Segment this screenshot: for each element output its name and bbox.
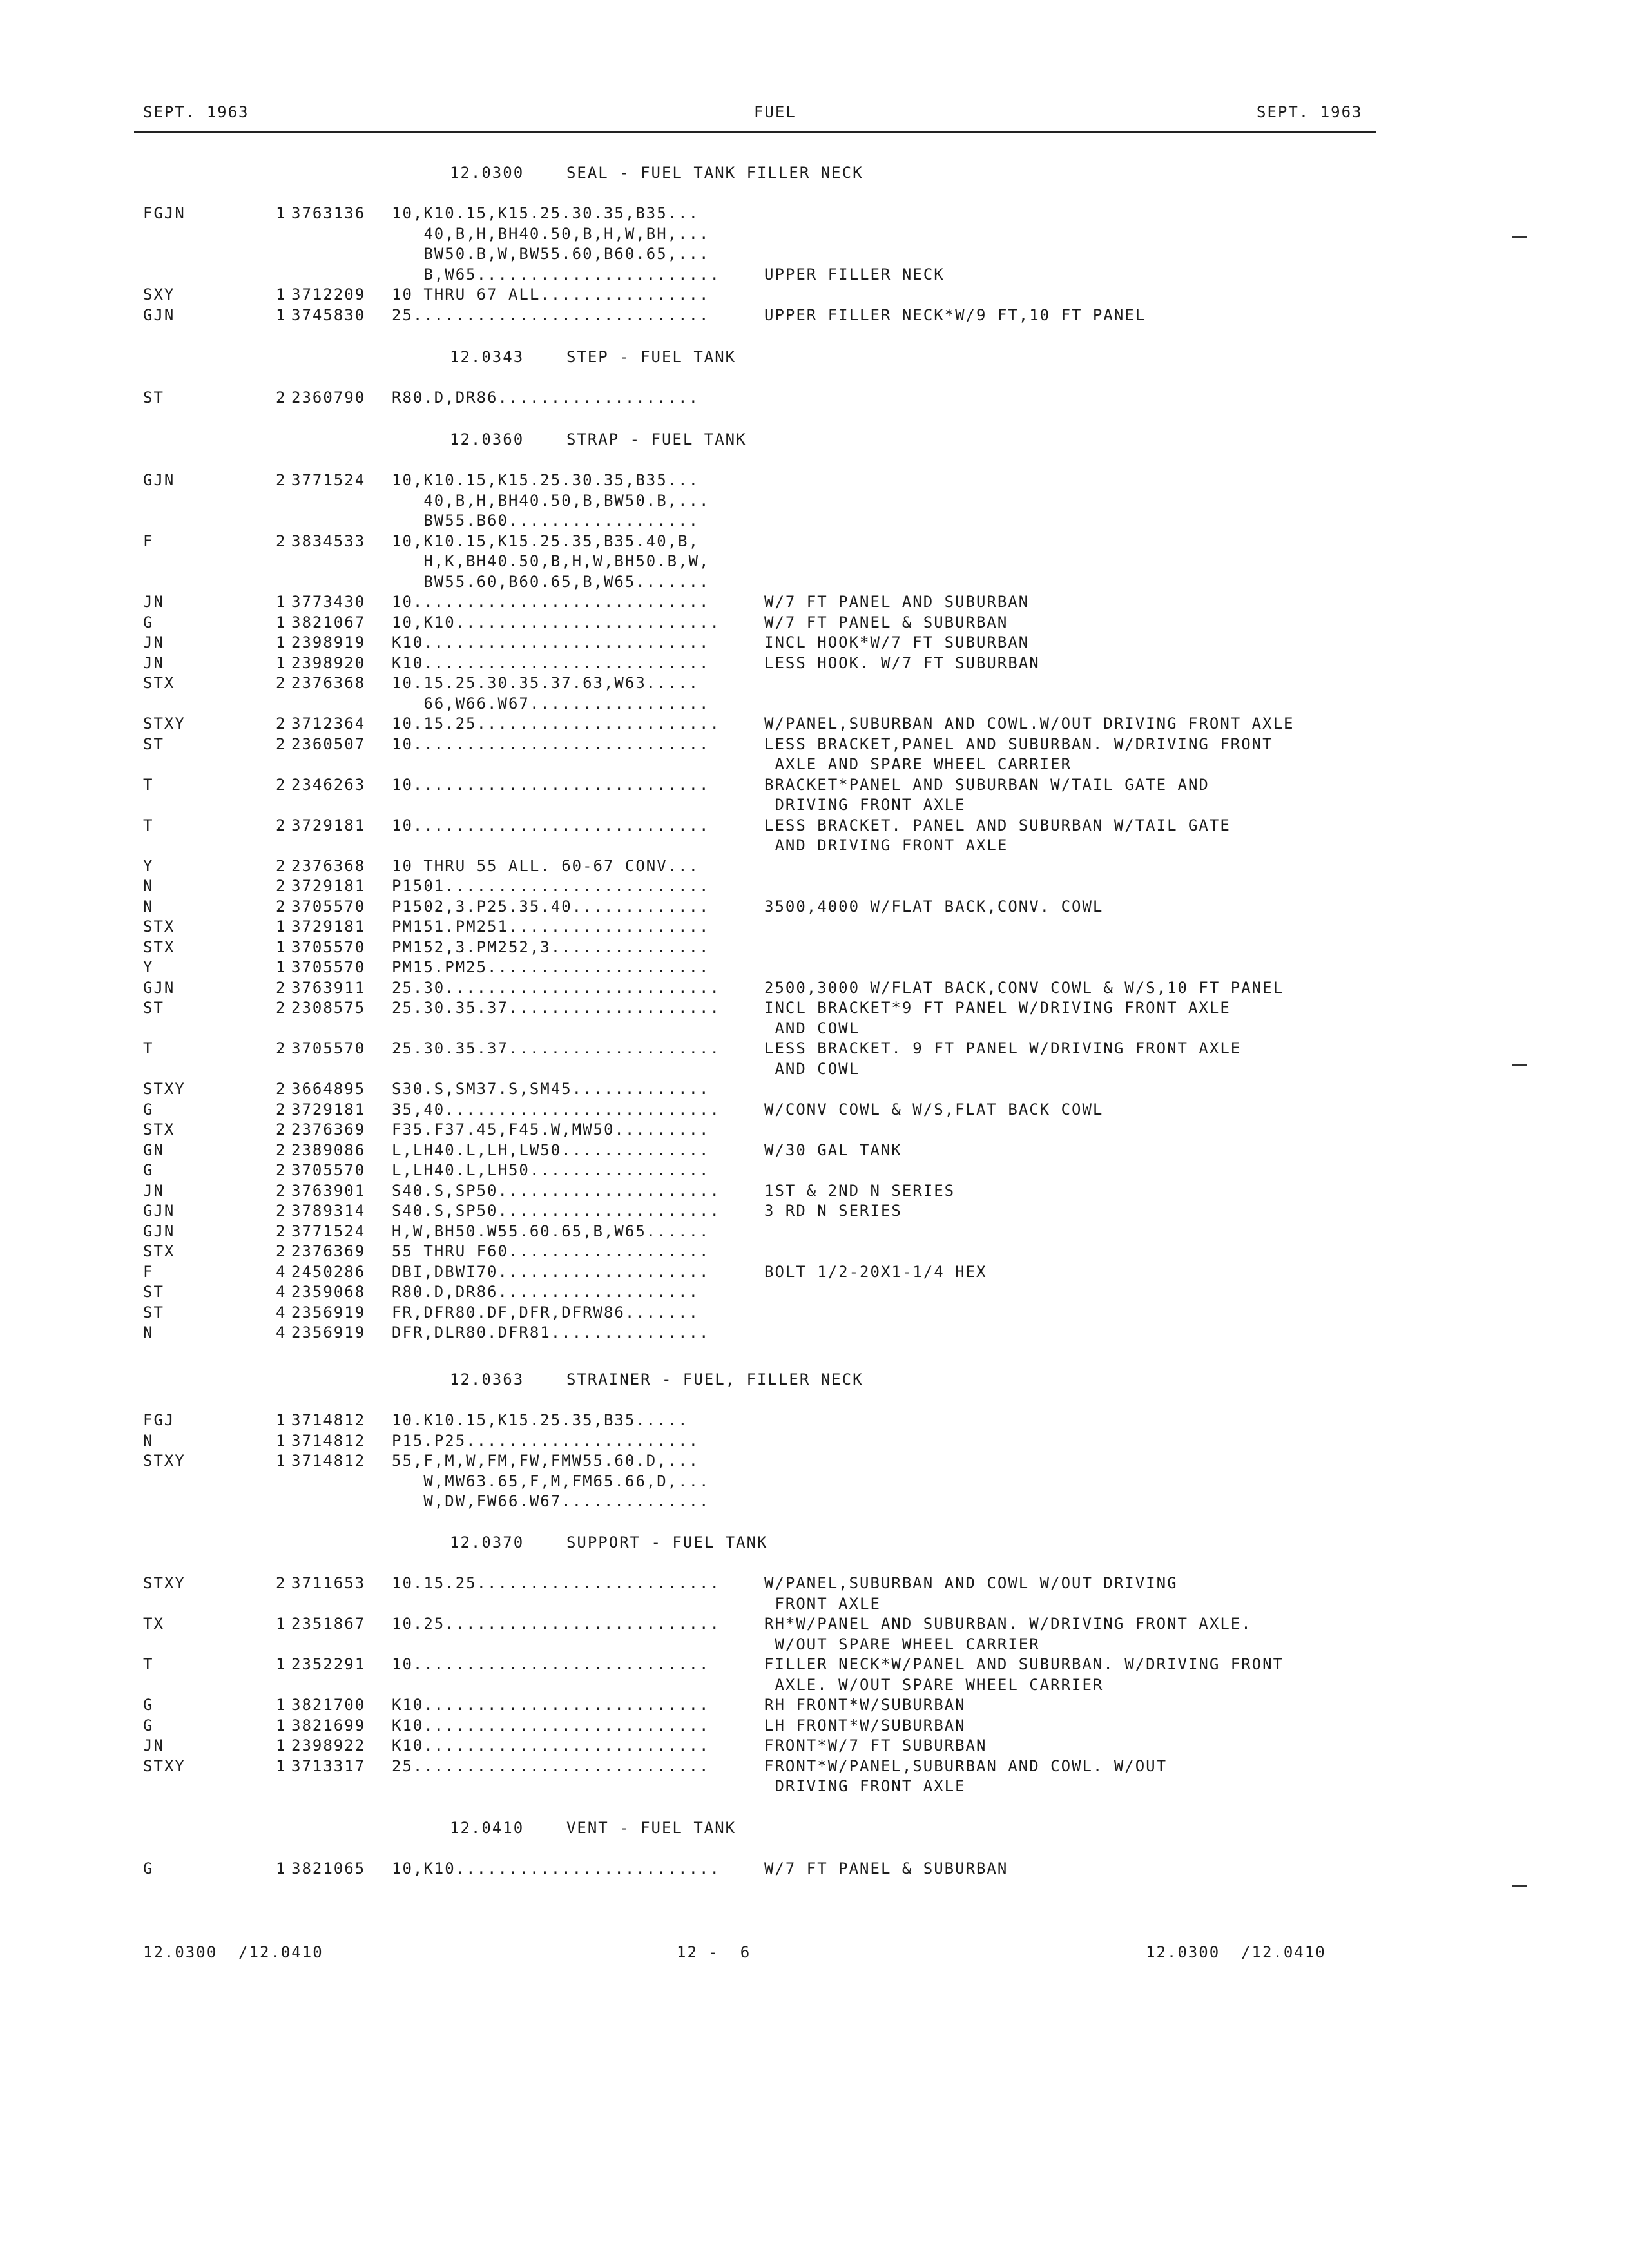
series-code: ST xyxy=(143,999,164,1017)
quantity: 2 xyxy=(276,999,287,1017)
quantity: 1 xyxy=(276,1860,287,1878)
remarks: UPPER FILLER NECK xyxy=(764,265,945,284)
model-applicability: L,LH40.L,LH50................. xyxy=(392,1161,710,1179)
remarks: LESS BRACKET. PANEL AND SUBURBAN W/TAIL GATE xyxy=(764,816,1231,834)
quantity: 1 xyxy=(276,1432,287,1450)
model-applicability: 10............................ xyxy=(392,593,710,611)
series-code: JN xyxy=(143,1182,164,1200)
footer-range-left: 12.0300 /12.0410 xyxy=(143,1943,323,1961)
margin-mark xyxy=(1512,1885,1527,1887)
remarks: 1ST & 2ND N SERIES xyxy=(764,1182,956,1200)
series-code: Y xyxy=(143,958,154,976)
quantity: 2 xyxy=(276,776,287,794)
model-applicability: 10.15.25....................... xyxy=(392,715,720,733)
part-number: 3771524 xyxy=(291,471,366,489)
header-date-right: SEPT. 1963 xyxy=(1257,103,1363,121)
series-code: N xyxy=(143,877,154,895)
quantity: 2 xyxy=(276,1202,287,1220)
series-code: N xyxy=(143,1432,154,1450)
series-code: ST xyxy=(143,1283,164,1301)
model-applicability: 25............................ xyxy=(392,1757,710,1775)
series-code: T xyxy=(143,1655,154,1673)
quantity: 4 xyxy=(276,1323,287,1341)
part-number: 3763911 xyxy=(291,979,366,997)
model-applicability: S40.S,SP50..................... xyxy=(392,1202,720,1220)
remarks: FRONT*W/PANEL,SUBURBAN AND COWL. W/OUT xyxy=(764,1757,1168,1775)
series-code: T xyxy=(143,1039,154,1057)
series-code: N xyxy=(143,1323,154,1341)
quantity: 1 xyxy=(276,1716,287,1735)
part-number: 2352291 xyxy=(291,1655,366,1673)
model-applicability: 25.30.......................... xyxy=(392,979,720,997)
part-number: 3712209 xyxy=(291,285,366,303)
remarks: W/PANEL,SUBURBAN AND COWL W/OUT DRIVING xyxy=(764,1574,1178,1592)
part-number: 3763136 xyxy=(291,204,366,222)
quantity: 2 xyxy=(276,471,287,489)
remarks: 3500,4000 W/FLAT BACK,CONV. COWL xyxy=(764,898,1104,916)
series-code: GN xyxy=(143,1141,164,1159)
part-number: 2398919 xyxy=(291,633,366,651)
series-code: STXY xyxy=(143,715,186,733)
model-applicability: H,K,BH40.50,B,H,W,BH50.B,W, xyxy=(392,552,710,570)
header-rule xyxy=(134,131,1376,133)
remarks: AXLE. W/OUT SPARE WHEEL CARRIER xyxy=(764,1676,1104,1694)
section-title: 12.0410 VENT - FUEL TANK xyxy=(450,1819,737,1837)
section-title: 12.0343 STEP - FUEL TANK xyxy=(450,348,737,366)
series-code: G xyxy=(143,1161,154,1179)
quantity: 4 xyxy=(276,1303,287,1321)
quantity: 1 xyxy=(276,1615,287,1633)
quantity: 1 xyxy=(276,633,287,651)
quantity: 2 xyxy=(276,1161,287,1179)
series-code: F xyxy=(143,532,154,550)
series-code: GJN xyxy=(143,471,175,489)
quantity: 2 xyxy=(276,532,287,550)
model-applicability: 10............................ xyxy=(392,816,710,834)
remarks: W/CONV COWL & W/S,FLAT BACK COWL xyxy=(764,1100,1104,1119)
part-number: 3821699 xyxy=(291,1716,366,1735)
part-number: 2398922 xyxy=(291,1736,366,1754)
quantity: 1 xyxy=(276,613,287,631)
quantity: 2 xyxy=(276,1182,287,1200)
series-code: STX xyxy=(143,1120,175,1139)
model-applicability: 10,K10......................... xyxy=(392,1860,720,1878)
part-number: 3714812 xyxy=(291,1432,366,1450)
model-applicability: K10........................... xyxy=(392,1716,710,1735)
quantity: 2 xyxy=(276,674,287,692)
series-code: Y xyxy=(143,857,154,875)
remarks: AND COWL xyxy=(764,1019,860,1037)
remarks: AND COWL xyxy=(764,1060,860,1078)
remarks: DRIVING FRONT AXLE xyxy=(764,796,966,814)
remarks: 2500,3000 W/FLAT BACK,CONV COWL & W/S,10 FT PANEL xyxy=(764,979,1284,997)
remarks: FILLER NECK*W/PANEL AND SUBURBAN. W/DRIVING FRONT xyxy=(764,1655,1284,1673)
series-code: FGJ xyxy=(143,1411,175,1429)
series-code: G xyxy=(143,1100,154,1119)
part-number: 2360507 xyxy=(291,735,366,753)
remarks: W/7 FT PANEL & SUBURBAN xyxy=(764,1860,1008,1878)
model-applicability: P1501......................... xyxy=(392,877,710,895)
remarks: W/OUT SPARE WHEEL CARRIER xyxy=(764,1635,1040,1653)
model-applicability: 25.30.35.37.................... xyxy=(392,1039,720,1057)
quantity: 2 xyxy=(276,389,287,407)
quantity: 1 xyxy=(276,1655,287,1673)
part-number: 3705570 xyxy=(291,1161,366,1179)
remarks: AXLE AND SPARE WHEEL CARRIER xyxy=(764,755,1072,773)
part-number: 3729181 xyxy=(291,877,366,895)
model-applicability: 10.15.25.30.35.37.63,W63..... xyxy=(392,674,700,692)
remarks: W/7 FT PANEL AND SUBURBAN xyxy=(764,593,1030,611)
part-number: 3834533 xyxy=(291,532,366,550)
remarks: RH FRONT*W/SUBURBAN xyxy=(764,1696,966,1714)
quantity: 2 xyxy=(276,1080,287,1098)
series-code: GJN xyxy=(143,1222,175,1240)
model-applicability: 10............................ xyxy=(392,735,710,753)
quantity: 1 xyxy=(276,593,287,611)
part-number: 3712364 xyxy=(291,715,366,733)
margin-mark xyxy=(1512,1064,1527,1066)
model-applicability: 10,K10......................... xyxy=(392,613,720,631)
quantity: 1 xyxy=(276,1696,287,1714)
series-code: N xyxy=(143,898,154,916)
series-code: TX xyxy=(143,1615,164,1633)
part-number: 3705570 xyxy=(291,938,366,956)
part-number: 3773430 xyxy=(291,593,366,611)
series-code: ST xyxy=(143,389,164,407)
quantity: 2 xyxy=(276,715,287,733)
model-applicability: PM15.PM25..................... xyxy=(392,958,710,976)
series-code: STXY xyxy=(143,1452,186,1470)
remarks: LH FRONT*W/SUBURBAN xyxy=(764,1716,966,1735)
series-code: T xyxy=(143,776,154,794)
quantity: 1 xyxy=(276,306,287,324)
quantity: 1 xyxy=(276,1411,287,1429)
series-code: JN xyxy=(143,1736,164,1754)
margin-mark xyxy=(1512,236,1527,238)
part-number: 3664895 xyxy=(291,1080,366,1098)
part-number: 3821700 xyxy=(291,1696,366,1714)
part-number: 2360790 xyxy=(291,389,366,407)
quantity: 1 xyxy=(276,1736,287,1754)
part-number: 2389086 xyxy=(291,1141,366,1159)
quantity: 1 xyxy=(276,958,287,976)
series-code: GJN xyxy=(143,1202,175,1220)
remarks: AND DRIVING FRONT AXLE xyxy=(764,836,1008,854)
remarks: INCL HOOK*W/7 FT SUBURBAN xyxy=(764,633,1030,651)
model-applicability: S40.S,SP50..................... xyxy=(392,1182,720,1200)
part-number: 3705570 xyxy=(291,898,366,916)
quantity: 2 xyxy=(276,1141,287,1159)
model-applicability: FR,DFR80.DF,DFR,DFRW86....... xyxy=(392,1303,700,1321)
model-applicability: H,W,BH50.W55.60.65,B,W65...... xyxy=(392,1222,710,1240)
model-applicability: B,W65....................... xyxy=(392,265,720,284)
part-number: 3729181 xyxy=(291,816,366,834)
quantity: 4 xyxy=(276,1283,287,1301)
part-number: 2359068 xyxy=(291,1283,366,1301)
model-applicability: 40,B,H,BH40.50,B,BW50.B,... xyxy=(392,492,710,510)
model-applicability: 10.K10.15,K15.25.35,B35..... xyxy=(392,1411,689,1429)
model-applicability: 66,W66.W67................. xyxy=(392,695,710,713)
series-code: ST xyxy=(143,735,164,753)
section-title: 12.0300 SEAL - FUEL TANK FILLER NECK xyxy=(450,164,863,182)
series-code: STXY xyxy=(143,1757,186,1775)
part-number: 3789314 xyxy=(291,1202,366,1220)
model-applicability: 40,B,H,BH40.50,B,H,W,BH,... xyxy=(392,225,710,243)
model-applicability: 10............................ xyxy=(392,776,710,794)
quantity: 2 xyxy=(276,877,287,895)
part-number: 2346263 xyxy=(291,776,366,794)
remarks: UPPER FILLER NECK*W/9 FT,10 FT PANEL xyxy=(764,306,1146,324)
model-applicability: W,DW,FW66.W67.............. xyxy=(392,1492,710,1510)
model-applicability: 10 THRU 55 ALL. 60-67 CONV... xyxy=(392,857,700,875)
part-number: 3763901 xyxy=(291,1182,366,1200)
remarks: FRONT*W/7 FT SUBURBAN xyxy=(764,1736,987,1754)
series-code: ST xyxy=(143,1303,164,1321)
remarks: INCL BRACKET*9 FT PANEL W/DRIVING FRONT AXLE xyxy=(764,999,1231,1017)
model-applicability: K10........................... xyxy=(392,654,710,672)
part-number: 3771524 xyxy=(291,1222,366,1240)
quantity: 1 xyxy=(276,1757,287,1775)
series-code: SXY xyxy=(143,285,175,303)
model-applicability: 25.30.35.37.................... xyxy=(392,999,720,1017)
series-code: GJN xyxy=(143,306,175,324)
part-number: 2376369 xyxy=(291,1120,366,1139)
model-applicability: PM151.PM251................... xyxy=(392,918,710,936)
series-code: JN xyxy=(143,654,164,672)
model-applicability: 10,K10.15,K15.25.30.35,B35... xyxy=(392,471,700,489)
series-code: FGJN xyxy=(143,204,186,222)
series-code: STX xyxy=(143,674,175,692)
quantity: 1 xyxy=(276,1452,287,1470)
quantity: 1 xyxy=(276,285,287,303)
model-applicability: BW55.60,B60.65,B,W65....... xyxy=(392,573,710,591)
remarks: W/7 FT PANEL & SUBURBAN xyxy=(764,613,1008,631)
quantity: 1 xyxy=(276,938,287,956)
series-code: JN xyxy=(143,593,164,611)
model-applicability: 10.15.25....................... xyxy=(392,1574,720,1592)
remarks: LESS BRACKET. 9 FT PANEL W/DRIVING FRONT AXLE xyxy=(764,1039,1242,1057)
section-title: 12.0360 STRAP - FUEL TANK xyxy=(450,430,747,448)
model-applicability: P1502,3.P25.35.40............. xyxy=(392,898,710,916)
quantity: 4 xyxy=(276,1263,287,1281)
model-applicability: W,MW63.65,F,M,FM65.66,D,... xyxy=(392,1472,710,1490)
series-code: STXY xyxy=(143,1080,186,1098)
part-number: 2356919 xyxy=(291,1303,366,1321)
part-number: 2376368 xyxy=(291,857,366,875)
quantity: 2 xyxy=(276,816,287,834)
model-applicability: DBI,DBWI70.................... xyxy=(392,1263,710,1281)
remarks: W/PANEL,SUBURBAN AND COWL.W/OUT DRIVING FRONT AXLE xyxy=(764,715,1295,733)
model-applicability: P15.P25...................... xyxy=(392,1432,700,1450)
quantity: 2 xyxy=(276,1100,287,1119)
model-applicability: 25............................ xyxy=(392,306,710,324)
remarks: DRIVING FRONT AXLE xyxy=(764,1777,966,1795)
model-applicability: 10.25.......................... xyxy=(392,1615,720,1633)
remarks: FRONT AXLE xyxy=(764,1595,881,1613)
quantity: 2 xyxy=(276,898,287,916)
model-applicability: 10,K10.15,K15.25.35,B35.40,B, xyxy=(392,532,700,550)
quantity: 1 xyxy=(276,204,287,222)
part-number: 3745830 xyxy=(291,306,366,324)
part-number: 2376368 xyxy=(291,674,366,692)
section-title: 12.0370 SUPPORT - FUEL TANK xyxy=(450,1533,768,1552)
model-applicability: BW50.B,W,BW55.60,B60.65,... xyxy=(392,245,710,263)
model-applicability: 10............................ xyxy=(392,1655,710,1673)
footer-page-number: 12 - 6 xyxy=(677,1943,751,1961)
series-code: STX xyxy=(143,918,175,936)
model-applicability: 35,40.......................... xyxy=(392,1100,720,1119)
model-applicability: K10........................... xyxy=(392,1736,710,1754)
part-number: 2351867 xyxy=(291,1615,366,1633)
series-code: G xyxy=(143,613,154,631)
series-code: JN xyxy=(143,633,164,651)
series-code: T xyxy=(143,816,154,834)
part-number: 3711653 xyxy=(291,1574,366,1592)
quantity: 2 xyxy=(276,1039,287,1057)
remarks: 3 RD N SERIES xyxy=(764,1202,902,1220)
part-number: 3821067 xyxy=(291,613,366,631)
quantity: 2 xyxy=(276,735,287,753)
section-title: 12.0363 STRAINER - FUEL, FILLER NECK xyxy=(450,1370,863,1389)
series-code: STX xyxy=(143,938,175,956)
remarks: BOLT 1/2-20X1-1/4 HEX xyxy=(764,1263,987,1281)
model-applicability: K10........................... xyxy=(392,633,710,651)
quantity: 2 xyxy=(276,979,287,997)
series-code: STX xyxy=(143,1242,175,1260)
part-number: 2450286 xyxy=(291,1263,366,1281)
remarks: W/30 GAL TANK xyxy=(764,1141,902,1159)
model-applicability: F35.F37.45,F45.W,MW50......... xyxy=(392,1120,710,1139)
remarks: BRACKET*PANEL AND SUBURBAN W/TAIL GATE AND xyxy=(764,776,1210,794)
model-applicability: K10........................... xyxy=(392,1696,710,1714)
model-applicability: S30.S,SM37.S,SM45............. xyxy=(392,1080,710,1098)
part-number: 3705570 xyxy=(291,1039,366,1057)
model-applicability: L,LH40.L,LH,LW50.............. xyxy=(392,1141,710,1159)
part-number: 3714812 xyxy=(291,1452,366,1470)
remarks: LESS BRACKET,PANEL AND SUBURBAN. W/DRIVING FRONT xyxy=(764,735,1273,753)
part-number: 2398920 xyxy=(291,654,366,672)
quantity: 2 xyxy=(276,1574,287,1592)
part-number: 2376369 xyxy=(291,1242,366,1260)
remarks: RH*W/PANEL AND SUBURBAN. W/DRIVING FRONT AXLE. xyxy=(764,1615,1252,1633)
part-number: 3713317 xyxy=(291,1757,366,1775)
series-code: GJN xyxy=(143,979,175,997)
quantity: 2 xyxy=(276,857,287,875)
part-number: 3705570 xyxy=(291,958,366,976)
quantity: 1 xyxy=(276,654,287,672)
model-applicability: 55 THRU F60................... xyxy=(392,1242,710,1260)
header-title: FUEL xyxy=(754,103,796,121)
part-number: 3821065 xyxy=(291,1860,366,1878)
part-number: 2356919 xyxy=(291,1323,366,1341)
model-applicability: PM152,3.PM252,3............... xyxy=(392,938,710,956)
part-number: 3729181 xyxy=(291,918,366,936)
model-applicability: 10,K10.15,K15.25.30.35,B35... xyxy=(392,204,700,222)
part-number: 2308575 xyxy=(291,999,366,1017)
series-code: G xyxy=(143,1716,154,1735)
header-date-left: SEPT. 1963 xyxy=(143,103,249,121)
series-code: G xyxy=(143,1696,154,1714)
part-number: 3729181 xyxy=(291,1100,366,1119)
quantity: 2 xyxy=(276,1242,287,1260)
model-applicability: 10 THRU 67 ALL................ xyxy=(392,285,710,303)
model-applicability: R80.D,DR86................... xyxy=(392,389,700,407)
model-applicability: 55,F,M,W,FM,FW,FMW55.60.D,... xyxy=(392,1452,700,1470)
model-applicability: DFR,DLR80.DFR81............... xyxy=(392,1323,710,1341)
quantity: 2 xyxy=(276,1222,287,1240)
series-code: STXY xyxy=(143,1574,186,1592)
remarks: LESS HOOK. W/7 FT SUBURBAN xyxy=(764,654,1040,672)
part-number: 3714812 xyxy=(291,1411,366,1429)
footer-range-right: 12.0300 /12.0410 xyxy=(1146,1943,1326,1961)
model-applicability: BW55.B60.................. xyxy=(392,512,700,530)
series-code: G xyxy=(143,1860,154,1878)
quantity: 1 xyxy=(276,918,287,936)
model-applicability: R80.D,DR86................... xyxy=(392,1283,700,1301)
quantity: 2 xyxy=(276,1120,287,1139)
series-code: F xyxy=(143,1263,154,1281)
